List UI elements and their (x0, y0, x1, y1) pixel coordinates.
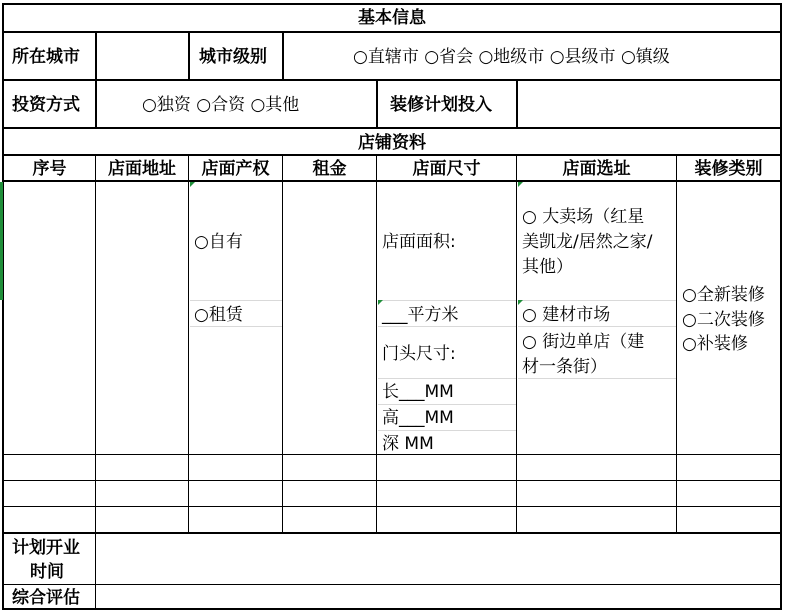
depth-field[interactable]: 深 MM (382, 434, 434, 454)
invest-method-label: 投资方式 (12, 95, 80, 115)
shop-info-title: 店铺资料 (358, 133, 426, 153)
city-level-label: 城市级别 (199, 47, 267, 67)
area-field[interactable]: ___平方米 (382, 305, 459, 325)
ownership-rented-option[interactable]: ○租赁 (194, 305, 243, 325)
location-mall-option-line3: 其他） (522, 257, 573, 277)
location-mall-option-line2: 美凯龙/居然之家/ (522, 232, 653, 252)
invest-method-options[interactable]: ○独资 ○合资 ○其他 (142, 95, 300, 115)
location-market-option[interactable]: ○ 建材市场 (522, 305, 611, 325)
open-time-label-line1: 计划开业 (12, 538, 80, 558)
location-street-option-line1[interactable]: ○ 街边单店（建 (522, 332, 645, 352)
renovation-patch-option[interactable]: ○补装修 (682, 334, 748, 354)
height-field[interactable]: 高___MM (382, 408, 454, 428)
header-address: 店面地址 (108, 159, 176, 179)
door-size-label: 门头尺寸: (382, 344, 456, 364)
location-mall-option-line1[interactable]: ○ 大卖场（红星 (522, 207, 645, 227)
selection-marker (0, 182, 3, 300)
assessment-label: 综合评估 (12, 588, 80, 608)
renovation-second-option[interactable]: ○二次装修 (682, 310, 765, 330)
location-street-option-line2: 材一条街） (522, 357, 607, 377)
open-time-label-line2: 时间 (30, 562, 64, 582)
header-size: 店面尺寸 (412, 159, 481, 179)
header-ownership: 店面产权 (201, 159, 270, 179)
header-renovation-type: 装修类别 (694, 159, 763, 179)
header-location: 店面选址 (562, 159, 631, 179)
basic-info-title: 基本信息 (358, 8, 426, 28)
city-label: 所在城市 (12, 47, 80, 67)
header-index: 序号 (32, 159, 67, 179)
area-label: 店面面积: (382, 232, 456, 252)
ownership-owned-option[interactable]: ○自有 (194, 232, 243, 252)
renovation-plan-label: 装修计划投入 (390, 95, 492, 115)
length-field[interactable]: 长___MM (382, 382, 454, 402)
header-rent: 租金 (312, 159, 347, 179)
renovation-new-option[interactable]: ○全新装修 (682, 285, 765, 305)
city-level-options[interactable]: ○直辖市 ○省会 ○地级市 ○县级市 ○镇级 (353, 47, 670, 67)
